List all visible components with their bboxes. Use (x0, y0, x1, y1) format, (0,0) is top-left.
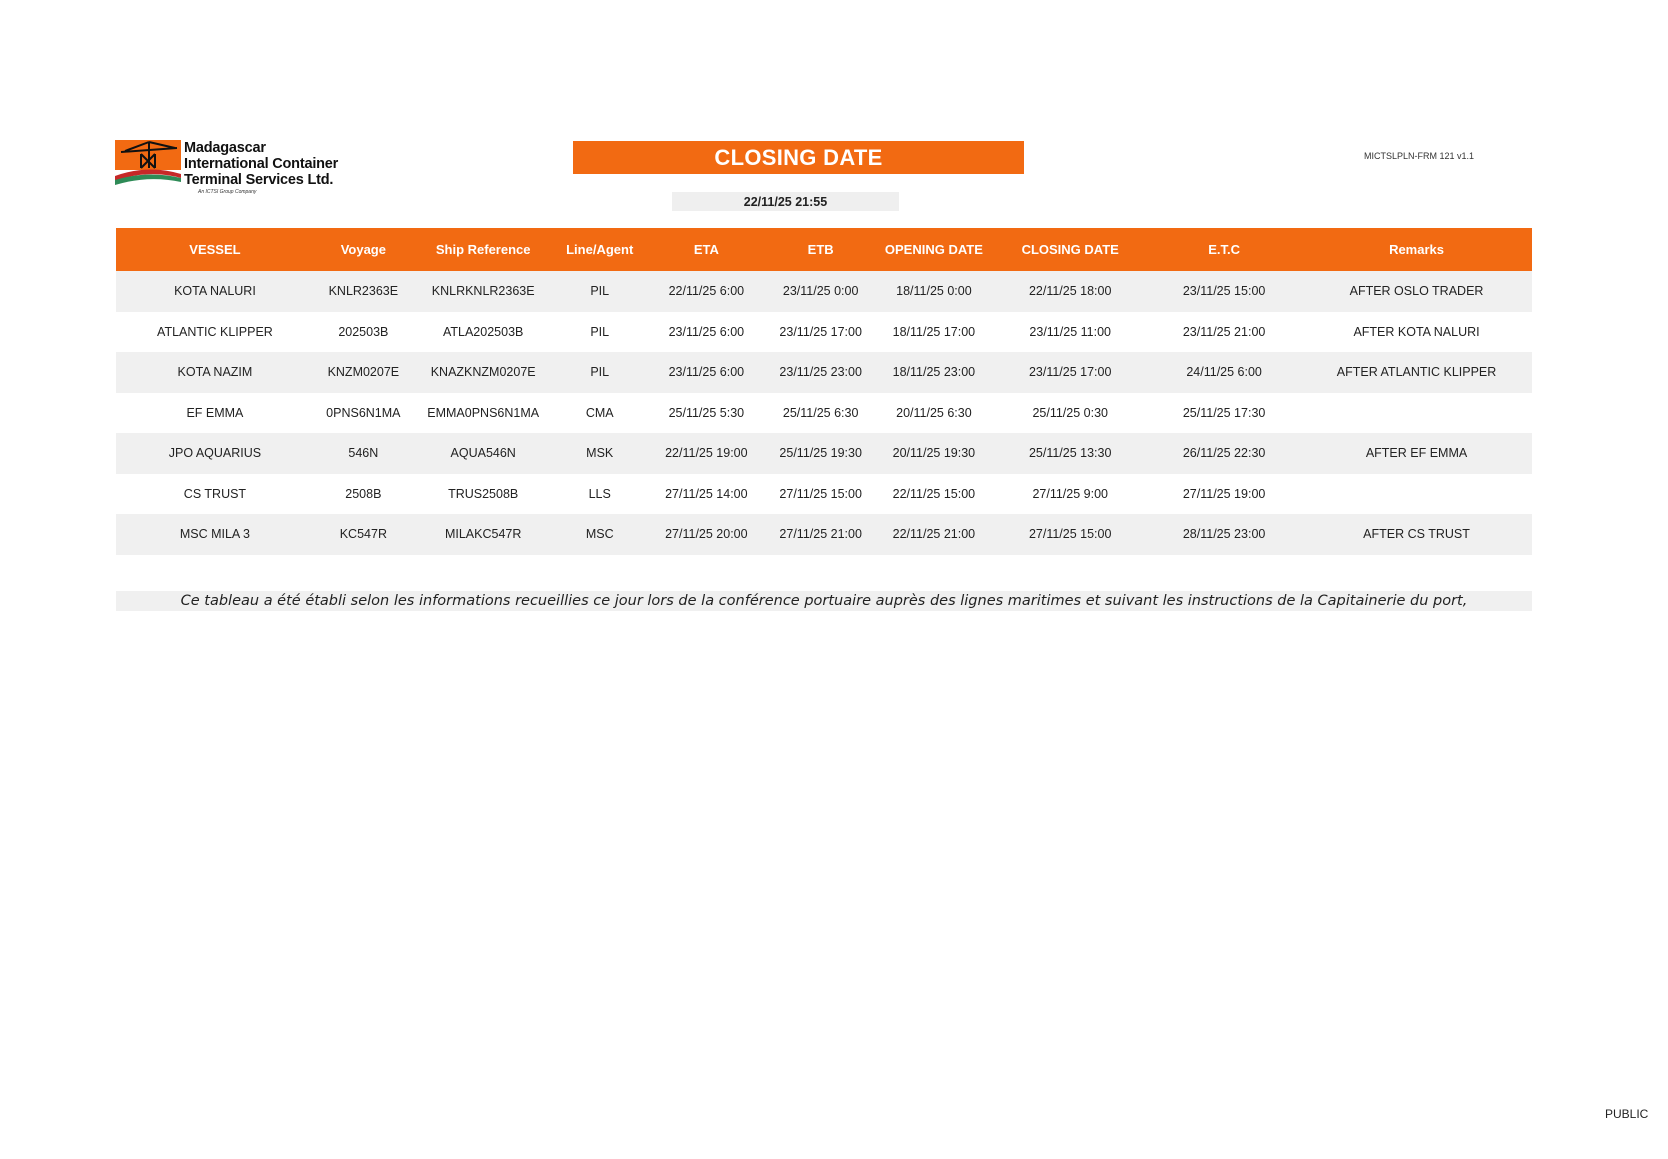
column-header-ship-reference: Ship Reference (413, 228, 554, 271)
cell-etb: 23/11/25 0:00 (767, 271, 875, 312)
cell-ship-reference: ATLA202503B (413, 312, 554, 353)
table-body (116, 271, 1532, 555)
company-tagline: An ICTSI Group Company (198, 189, 257, 195)
cell-etc: 27/11/25 19:00 (1147, 474, 1301, 515)
column-header-etc: E.T.C (1147, 228, 1301, 271)
cell-remarks: AFTER ATLANTIC KLIPPER (1301, 352, 1532, 393)
cell-etb: 25/11/25 6:30 (767, 393, 875, 434)
cell-closing-date: 23/11/25 11:00 (993, 312, 1147, 353)
cell-line-agent: PIL (554, 312, 646, 353)
cell-vessel: KOTA NALURI (116, 271, 314, 312)
page-title: CLOSING DATE (573, 141, 1024, 174)
cell-ship-reference: KNAZKNZM0207E (413, 352, 554, 393)
cell-voyage: KNLR2363E (314, 271, 413, 312)
cell-opening-date: 18/11/25 0:00 (875, 271, 994, 312)
cell-vessel: EF EMMA (116, 393, 314, 434)
cell-remarks: AFTER CS TRUST (1301, 514, 1532, 555)
company-name-line3: Terminal Services Ltd. (184, 172, 334, 188)
cell-closing-date: 27/11/25 9:00 (993, 474, 1147, 515)
cell-remarks (1301, 474, 1532, 515)
cell-eta: 22/11/25 6:00 (646, 271, 767, 312)
cell-line-agent: CMA (554, 393, 646, 434)
column-header-voyage: Voyage (314, 228, 413, 271)
table-row (116, 393, 1532, 434)
cell-closing-date: 27/11/25 15:00 (993, 514, 1147, 555)
cell-opening-date: 18/11/25 17:00 (875, 312, 994, 353)
table-header-row (116, 228, 1532, 271)
table-row (116, 514, 1532, 555)
cell-ship-reference: KNLRKNLR2363E (413, 271, 554, 312)
cell-line-agent: PIL (554, 271, 646, 312)
cell-eta: 22/11/25 19:00 (646, 433, 767, 474)
table-row (116, 433, 1532, 474)
column-header-eta: ETA (646, 228, 767, 271)
company-name-line1: Madagascar (184, 140, 266, 156)
cell-remarks (1301, 393, 1532, 434)
cell-line-agent: MSC (554, 514, 646, 555)
cell-eta: 27/11/25 14:00 (646, 474, 767, 515)
cell-vessel: MSC MILA 3 (116, 514, 314, 555)
cell-voyage: 546N (314, 433, 413, 474)
cell-eta: 27/11/25 20:00 (646, 514, 767, 555)
cell-vessel: KOTA NAZIM (116, 352, 314, 393)
cell-etc: 26/11/25 22:30 (1147, 433, 1301, 474)
company-name (184, 140, 338, 188)
cell-closing-date: 25/11/25 13:30 (993, 433, 1147, 474)
column-header-opening-date: OPENING DATE (875, 228, 994, 271)
form-code: MICTSLPLN-FRM 121 v1.1 (1364, 151, 1475, 161)
cell-voyage: 0PNS6N1MA (314, 393, 413, 434)
company-name-line2: International Container (184, 156, 339, 172)
cell-etb: 23/11/25 17:00 (767, 312, 875, 353)
cell-voyage: KNZM0207E (314, 352, 413, 393)
column-header-closing-date: CLOSING DATE (993, 228, 1147, 271)
report-datetime: 22/11/25 21:55 (672, 192, 899, 211)
table-row (116, 312, 1532, 353)
column-header-remarks: Remarks (1301, 228, 1532, 271)
cell-closing-date: 22/11/25 18:00 (993, 271, 1147, 312)
cell-eta: 25/11/25 5:30 (646, 393, 767, 434)
column-header-line-agent: Line/Agent (554, 228, 646, 271)
cell-voyage: 202503B (314, 312, 413, 353)
footnote: Ce tableau a été établi selon les informations recueillies ce jour lors de la conférence portuaire auprès des lignes maritimes et suivant les instructions de la Capitainerie du port, (116, 591, 1532, 611)
cell-ship-reference: MILAKC547R (413, 514, 554, 555)
column-header-etb: ETB (767, 228, 875, 271)
cell-opening-date: 22/11/25 21:00 (875, 514, 994, 555)
table-row (116, 271, 1532, 312)
cell-vessel: CS TRUST (116, 474, 314, 515)
cell-ship-reference: EMMA0PNS6N1MA (413, 393, 554, 434)
cell-remarks: AFTER KOTA NALURI (1301, 312, 1532, 353)
cell-line-agent: LLS (554, 474, 646, 515)
cell-etb: 27/11/25 21:00 (767, 514, 875, 555)
cell-etb: 23/11/25 23:00 (767, 352, 875, 393)
cell-vessel: ATLANTIC KLIPPER (116, 312, 314, 353)
mictsl-crane-logo-icon (115, 138, 181, 186)
cell-eta: 23/11/25 6:00 (646, 352, 767, 393)
cell-opening-date: 20/11/25 19:30 (875, 433, 994, 474)
cell-remarks: AFTER EF EMMA (1301, 433, 1532, 474)
cell-voyage: KC547R (314, 514, 413, 555)
cell-vessel: JPO AQUARIUS (116, 433, 314, 474)
cell-closing-date: 25/11/25 0:30 (993, 393, 1147, 434)
cell-etb: 27/11/25 15:00 (767, 474, 875, 515)
cell-etc: 24/11/25 6:00 (1147, 352, 1301, 393)
cell-etc: 28/11/25 23:00 (1147, 514, 1301, 555)
table-row (116, 352, 1532, 393)
cell-eta: 23/11/25 6:00 (646, 312, 767, 353)
cell-closing-date: 23/11/25 17:00 (993, 352, 1147, 393)
cell-etc: 25/11/25 17:30 (1147, 393, 1301, 434)
cell-voyage: 2508B (314, 474, 413, 515)
closing-date-table (116, 228, 1532, 555)
column-header-vessel: VESSEL (116, 228, 314, 271)
classification-label: PUBLIC (1605, 1107, 1649, 1121)
cell-opening-date: 18/11/25 23:00 (875, 352, 994, 393)
cell-ship-reference: AQUA546N (413, 433, 554, 474)
cell-etb: 25/11/25 19:30 (767, 433, 875, 474)
company-logo (115, 138, 355, 198)
cell-opening-date: 20/11/25 6:30 (875, 393, 994, 434)
cell-line-agent: PIL (554, 352, 646, 393)
cell-opening-date: 22/11/25 15:00 (875, 474, 994, 515)
table-row (116, 474, 1532, 515)
cell-etc: 23/11/25 21:00 (1147, 312, 1301, 353)
cell-line-agent: MSK (554, 433, 646, 474)
cell-ship-reference: TRUS2508B (413, 474, 554, 515)
cell-remarks: AFTER OSLO TRADER (1301, 271, 1532, 312)
cell-etc: 23/11/25 15:00 (1147, 271, 1301, 312)
